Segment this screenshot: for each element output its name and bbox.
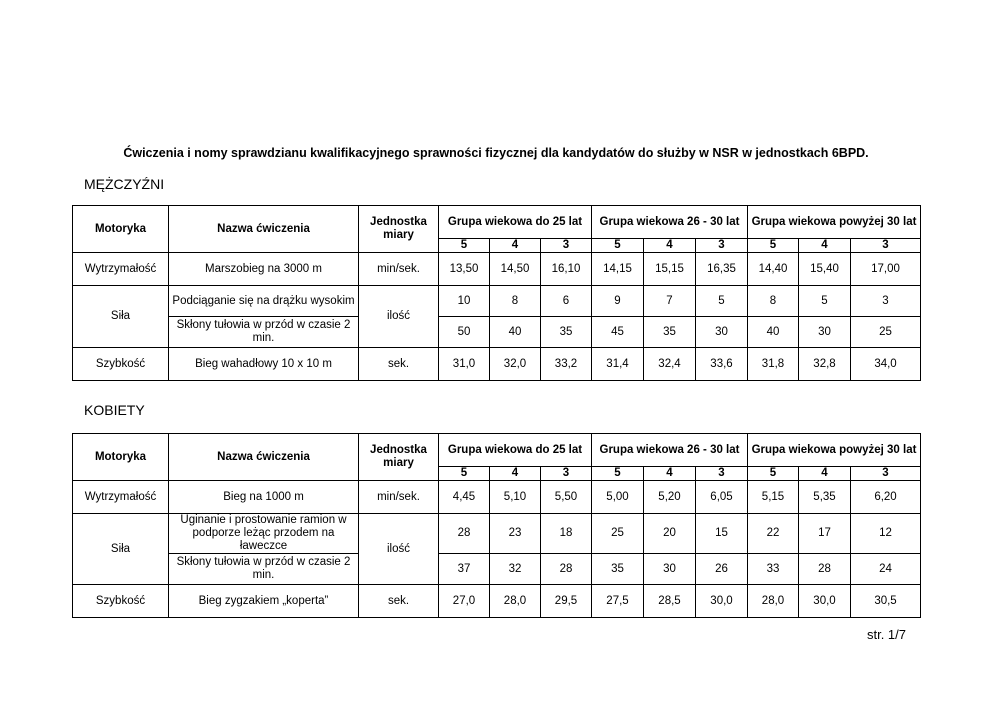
cell-motor: Wytrzymałość [73,253,169,286]
header-unit: Jednostka miary [359,434,439,481]
cell-value: 12 [851,514,921,554]
cell-value: 32,4 [644,348,696,381]
cell-value: 15 [696,514,748,554]
cell-value: 31,4 [592,348,644,381]
cell-exercise-name: Podciąganie się na drążku wysokim [169,286,359,317]
cell-value: 9 [592,286,644,317]
header-grade: 5 [748,467,799,481]
cell-value: 16,10 [541,253,592,286]
cell-value: 6 [541,286,592,317]
cell-motor: Siła [73,514,169,585]
cell-value: 27,5 [592,585,644,618]
header-grade: 4 [490,239,541,253]
table-row [73,286,921,317]
cell-value: 18 [541,514,592,554]
cell-value: 22 [748,514,799,554]
cell-motor: Wytrzymałość [73,481,169,514]
cell-value: 25 [592,514,644,554]
header-unit: Jednostka miary [359,206,439,253]
cell-value: 23 [490,514,541,554]
cell-value: 5 [696,286,748,317]
cell-value: 30 [799,317,851,348]
header-grade: 4 [799,239,851,253]
table-row [73,481,921,514]
cell-value: 32 [490,554,541,585]
header-grade: 4 [799,467,851,481]
cell-value: 8 [490,286,541,317]
document-title: Ćwiczenia i nomy sprawdzianu kwalifikacyjnego sprawności fizycznej dla kandydatów do służby w NSR w jednostkach 6BPD. [123,146,869,160]
cell-exercise-name: Bieg zygzakiem „koperta” [169,585,359,618]
header-motor: Motoryka [73,434,169,481]
cell-value: 40 [490,317,541,348]
cell-unit: sek. [359,348,439,381]
cell-value: 28 [439,514,490,554]
cell-value: 29,5 [541,585,592,618]
header-grade: 3 [696,467,748,481]
cell-value: 50 [439,317,490,348]
table-row [73,253,921,286]
table-row [73,514,921,554]
cell-value: 32,8 [799,348,851,381]
cell-value: 5,20 [644,481,696,514]
header-age-group: Grupa wiekowa 26 - 30 lat [592,434,748,467]
cell-value: 28 [541,554,592,585]
cell-value: 5,15 [748,481,799,514]
cell-value: 30 [696,317,748,348]
cell-unit: sek. [359,585,439,618]
cell-value: 30 [644,554,696,585]
header-age-group: Grupa wiekowa 26 - 30 lat [592,206,748,239]
header-motor: Motoryka [73,206,169,253]
cell-value: 13,50 [439,253,490,286]
cell-value: 35 [541,317,592,348]
cell-value: 27,0 [439,585,490,618]
cell-unit: min/sek. [359,481,439,514]
cell-value: 5,35 [799,481,851,514]
header-grade: 5 [748,239,799,253]
cell-value: 14,15 [592,253,644,286]
cell-value: 15,15 [644,253,696,286]
header-grade: 3 [696,239,748,253]
table-row [73,317,921,348]
cell-value: 32,0 [490,348,541,381]
header-grade: 4 [490,467,541,481]
cell-value: 28,0 [490,585,541,618]
cell-value: 5,00 [592,481,644,514]
cell-value: 28,5 [644,585,696,618]
header-grade: 3 [541,239,592,253]
header-age-group: Grupa wiekowa do 25 lat [439,434,592,467]
cell-exercise-name: Uginanie i prostowanie ramion w podporze leżąc przodem na ławeczce [169,514,359,554]
cell-value: 6,20 [851,481,921,514]
cell-value: 35 [644,317,696,348]
cell-motor: Szybkość [73,348,169,381]
header-grade: 5 [592,239,644,253]
cell-value: 33,6 [696,348,748,381]
header-exercise-name: Nazwa ćwiczenia [169,206,359,253]
cell-value: 45 [592,317,644,348]
cell-value: 20 [644,514,696,554]
table-row [73,554,921,585]
cell-value: 28,0 [748,585,799,618]
cell-value: 6,05 [696,481,748,514]
cell-value: 17 [799,514,851,554]
norms-table-men [72,205,921,381]
page-number: str. 1/7 [866,627,906,642]
cell-value: 24 [851,554,921,585]
header-grade: 5 [439,239,490,253]
table-header-row [73,206,921,239]
cell-value: 34,0 [851,348,921,381]
cell-value: 30,5 [851,585,921,618]
section-heading-men: MĘŻCZYŹNI [84,176,165,192]
cell-value: 26 [696,554,748,585]
section-heading-women: KOBIETY [84,402,145,418]
cell-unit: ilość [359,286,439,348]
cell-value: 15,40 [799,253,851,286]
cell-exercise-name: Bieg na 1000 m [169,481,359,514]
cell-value: 4,45 [439,481,490,514]
cell-value: 30,0 [799,585,851,618]
table-row [73,585,921,618]
header-grade: 4 [644,467,696,481]
cell-value: 40 [748,317,799,348]
cell-exercise-name: Skłony tułowia w przód w czasie 2 min. [169,317,359,348]
header-age-group: Grupa wiekowa powyżej 30 lat [748,434,921,467]
cell-motor: Szybkość [73,585,169,618]
cell-exercise-name: Skłony tułowia w przód w czasie 2 min. [169,554,359,585]
cell-value: 37 [439,554,490,585]
cell-value: 5,10 [490,481,541,514]
header-age-group: Grupa wiekowa do 25 lat [439,206,592,239]
header-grade: 5 [439,467,490,481]
norms-table-women [72,433,921,618]
table-header-row [73,434,921,467]
cell-value: 14,40 [748,253,799,286]
cell-value: 28 [799,554,851,585]
cell-value: 3 [851,286,921,317]
cell-value: 31,8 [748,348,799,381]
cell-unit: min/sek. [359,253,439,286]
cell-exercise-name: Marszobieg na 3000 m [169,253,359,286]
cell-motor: Siła [73,286,169,348]
cell-value: 5,50 [541,481,592,514]
cell-value: 25 [851,317,921,348]
header-grade: 5 [592,467,644,481]
table-row [73,348,921,381]
cell-value: 17,00 [851,253,921,286]
cell-value: 30,0 [696,585,748,618]
cell-unit: ilość [359,514,439,585]
cell-value: 16,35 [696,253,748,286]
header-age-group: Grupa wiekowa powyżej 30 lat [748,206,921,239]
cell-value: 7 [644,286,696,317]
cell-value: 14,50 [490,253,541,286]
cell-value: 31,0 [439,348,490,381]
header-grade: 3 [851,467,921,481]
header-grade: 3 [851,239,921,253]
cell-exercise-name: Bieg wahadłowy 10 x 10 m [169,348,359,381]
cell-value: 5 [799,286,851,317]
cell-value: 33,2 [541,348,592,381]
header-grade: 3 [541,467,592,481]
cell-value: 35 [592,554,644,585]
header-exercise-name: Nazwa ćwiczenia [169,434,359,481]
cell-value: 10 [439,286,490,317]
cell-value: 33 [748,554,799,585]
cell-value: 8 [748,286,799,317]
header-grade: 4 [644,239,696,253]
